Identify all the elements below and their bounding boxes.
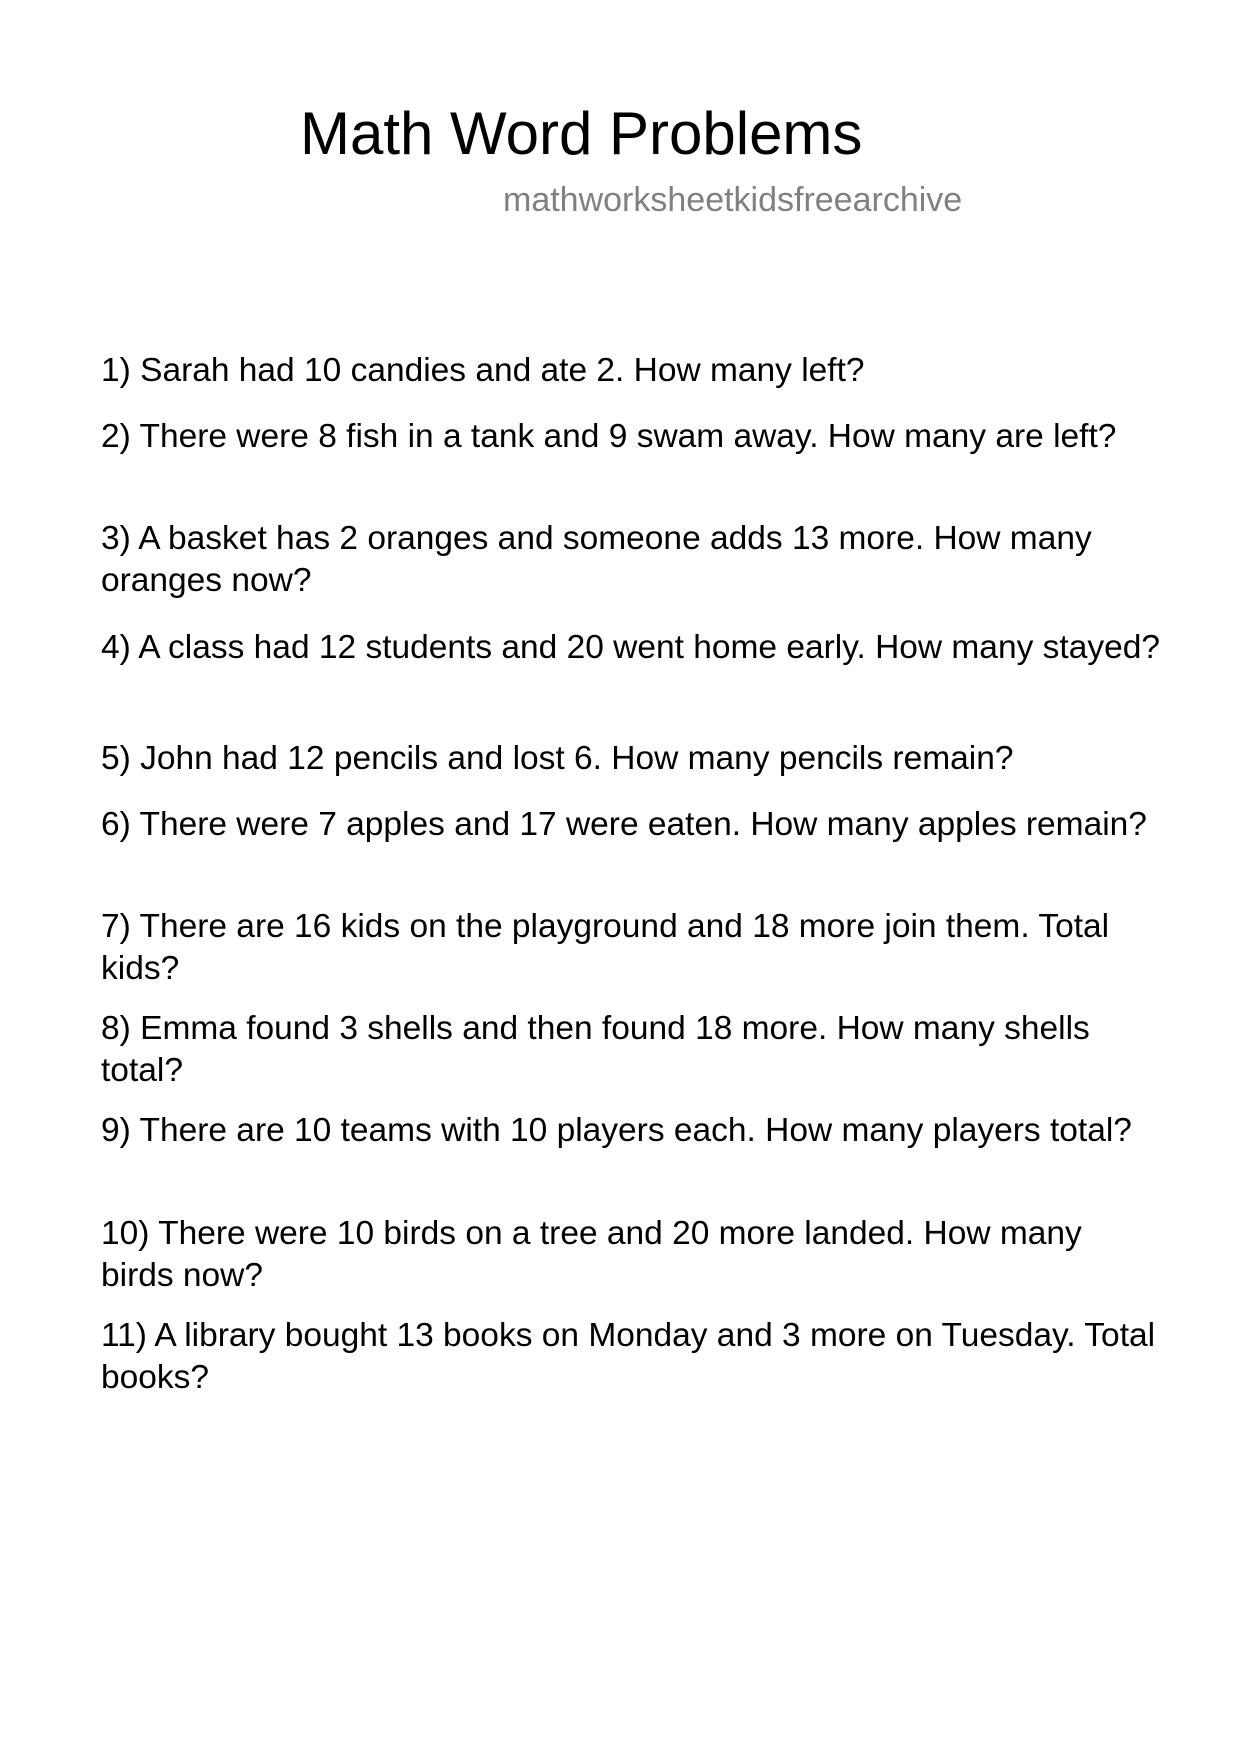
problem-1: 1) Sarah had 10 candies and ate 2. How many left? bbox=[101, 352, 865, 389]
problem-7: 7) There are 16 kids on the playground and 18 more join them. Total kids? bbox=[101, 908, 1110, 987]
problem-3: 3) A basket has 2 oranges and someone adds 13 more. How many oranges now? bbox=[101, 520, 1092, 599]
problem-10: 10) There were 10 birds on a tree and 20 more landed. How many birds now? bbox=[101, 1215, 1082, 1294]
page-title: Math Word Problems bbox=[300, 100, 863, 167]
problem-2: 2) There were 8 fish in a tank and 9 swam away. How many are left? bbox=[101, 418, 1117, 455]
problem-9: 9) There are 10 teams with 10 players each. How many players total? bbox=[101, 1112, 1132, 1149]
problem-6: 6) There were 7 apples and 17 were eaten. How many apples remain? bbox=[101, 806, 1147, 843]
problem-5: 5) John had 12 pencils and lost 6. How many pencils remain? bbox=[101, 740, 1014, 777]
source-label: mathworksheetkidsfreearchive bbox=[503, 181, 963, 219]
problem-11: 11) A library bought 13 books on Monday and 3 more on Tuesday. Total books? bbox=[101, 1317, 1156, 1396]
problem-8: 8) Emma found 3 shells and then found 18 more. How many shells total? bbox=[101, 1010, 1090, 1089]
problem-4: 4) A class had 12 students and 20 went home early. How many stayed? bbox=[101, 629, 1160, 666]
